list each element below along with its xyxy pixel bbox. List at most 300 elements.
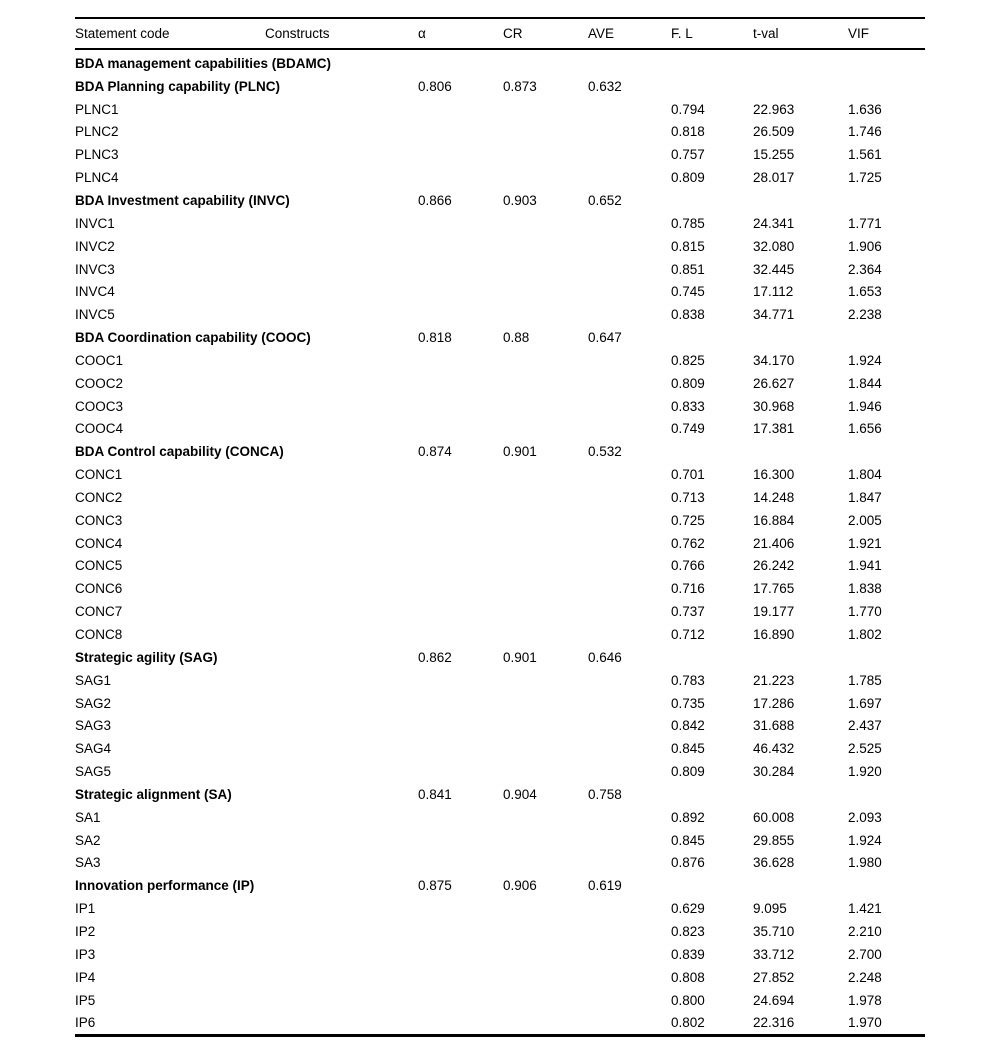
- cell-fl: 0.838: [671, 307, 705, 323]
- cell-tval: [753, 75, 848, 98]
- cell-cr: [503, 623, 588, 646]
- table-row: [75, 600, 925, 623]
- table-row: [75, 623, 925, 646]
- table-row: [75, 486, 925, 509]
- cell-code: CONC8: [75, 627, 123, 643]
- table-header: [75, 18, 925, 49]
- cell-code: PLNC3: [75, 147, 119, 163]
- cell-alpha: 0.841: [418, 786, 452, 802]
- cell-vif: 1.653: [848, 284, 882, 300]
- cell-fl: 0.833: [671, 398, 705, 414]
- cell-alpha: [418, 166, 503, 189]
- cell-construct: [265, 440, 418, 463]
- cell-ave: 0.532: [588, 444, 622, 460]
- cell-fl: 0.713: [671, 489, 705, 505]
- cell-tval: 22.316: [753, 1015, 795, 1031]
- cell-alpha: [418, 669, 503, 692]
- cell-ave: [588, 623, 671, 646]
- header-vif: VIF: [848, 18, 925, 49]
- cell-tval: 21.406: [753, 535, 795, 551]
- cell-tval: [753, 326, 848, 349]
- cell-fl: 0.737: [671, 604, 705, 620]
- cell-fl: 0.825: [671, 352, 705, 368]
- cell-alpha: [418, 806, 503, 829]
- table-row: [75, 463, 925, 486]
- cell-ave: [588, 555, 671, 578]
- cell-code: CONC5: [75, 558, 123, 574]
- cell-ave: [588, 1011, 671, 1035]
- cell-tval: 46.432: [753, 741, 795, 757]
- table-row: [75, 966, 925, 989]
- cell-ave: [588, 418, 671, 441]
- cell-ave: 0.632: [588, 78, 622, 94]
- cell-alpha: [418, 121, 503, 144]
- table-row: [75, 212, 925, 235]
- cell-code: IP1: [75, 901, 96, 917]
- cell-cr: [503, 280, 588, 303]
- cell-tval: [753, 189, 848, 212]
- table-row: [75, 75, 925, 98]
- cell-vif: 1.906: [848, 238, 882, 254]
- cell-construct: [265, 829, 418, 852]
- cell-alpha: [418, 852, 503, 875]
- cell-fl: 0.762: [671, 535, 705, 551]
- cell-ave: [588, 989, 671, 1012]
- cell-alpha: [418, 349, 503, 372]
- cell-code: CONC4: [75, 535, 123, 551]
- cell-ave: [588, 897, 671, 920]
- cell-cr: [503, 486, 588, 509]
- cell-ave: [588, 920, 671, 943]
- cell-tval: 21.223: [753, 672, 795, 688]
- cell-alpha: [418, 1011, 503, 1035]
- table-row: [75, 509, 925, 532]
- cell-vif: 1.970: [848, 1015, 882, 1031]
- cell-tval: 34.170: [753, 352, 795, 368]
- cell-vif: 1.844: [848, 375, 882, 391]
- cell-alpha: [418, 577, 503, 600]
- cell-alpha: 0.875: [418, 878, 452, 894]
- cell-cr: [503, 577, 588, 600]
- cell-vif: 2.210: [848, 923, 882, 939]
- cell-fl: 0.725: [671, 512, 705, 528]
- cell-cr: [503, 98, 588, 121]
- cell-ave: [588, 98, 671, 121]
- cell-ave: [588, 852, 671, 875]
- cell-alpha: [418, 714, 503, 737]
- cell-vif: 2.525: [848, 741, 882, 757]
- cell-alpha: [418, 943, 503, 966]
- cell-tval: 29.855: [753, 832, 795, 848]
- header-ave: AVE: [588, 18, 671, 49]
- cell-fl: 0.745: [671, 284, 705, 300]
- cell-vif: 1.946: [848, 398, 882, 414]
- cell-fl: [671, 783, 753, 806]
- cell-code: COOC1: [75, 352, 124, 368]
- cell-alpha: [418, 395, 503, 418]
- cell-code: SAG5: [75, 764, 112, 780]
- cell-construct: [265, 897, 418, 920]
- cell-ave: [588, 372, 671, 395]
- table-row: [75, 303, 925, 326]
- cell-ave: [588, 600, 671, 623]
- cell-cr: [503, 897, 588, 920]
- table-row: [75, 829, 925, 852]
- cell-ave: [588, 166, 671, 189]
- cell-fl: 0.892: [671, 809, 705, 825]
- cell-alpha: 0.806: [418, 78, 452, 94]
- cell-fl: 0.809: [671, 375, 705, 391]
- cell-construct: [265, 989, 418, 1012]
- cell-tval: 17.286: [753, 695, 795, 711]
- cell-vif: 1.785: [848, 672, 882, 688]
- cell-cr: [503, 212, 588, 235]
- cell-ave: [588, 303, 671, 326]
- cell-cr: [503, 966, 588, 989]
- header-row: [75, 18, 925, 49]
- cell-fl: [671, 49, 753, 75]
- cell-cr: [503, 532, 588, 555]
- cell-cr: [503, 1011, 588, 1035]
- cell-cr: [503, 143, 588, 166]
- cell-construct: [265, 737, 418, 760]
- cell-fl: [671, 874, 753, 897]
- header-statement-code: Statement code: [75, 18, 265, 49]
- cell-construct: [265, 874, 418, 897]
- cell-vif: [848, 189, 925, 212]
- cell-cr: 0.901: [503, 649, 537, 665]
- cell-alpha: [418, 920, 503, 943]
- cell-alpha: 0.862: [418, 649, 452, 665]
- cell-fl: 0.876: [671, 855, 705, 871]
- cell-code: BDA management capabilities (BDAMC): [75, 55, 332, 71]
- cell-code: CONC2: [75, 489, 123, 505]
- cell-alpha: 0.818: [418, 330, 452, 346]
- cell-ave: 0.758: [588, 786, 622, 802]
- header-alpha: α: [418, 18, 503, 49]
- cell-fl: 0.766: [671, 558, 705, 574]
- cell-fl: 0.785: [671, 215, 705, 231]
- cell-code: BDA Planning capability (PLNC): [75, 78, 281, 94]
- cell-cr: [503, 235, 588, 258]
- header-fl: F. L: [671, 18, 753, 49]
- cell-cr: [503, 509, 588, 532]
- cell-code: Strategic alignment (SA): [75, 786, 232, 802]
- cell-vif: 1.847: [848, 489, 882, 505]
- cell-vif: 1.421: [848, 901, 882, 917]
- cell-fl: 0.800: [671, 992, 705, 1008]
- cell-ave: [588, 806, 671, 829]
- cell-code: CONC7: [75, 604, 123, 620]
- cell-construct: [265, 463, 418, 486]
- cell-cr: [503, 303, 588, 326]
- table-row: [75, 258, 925, 281]
- cell-cr: [503, 121, 588, 144]
- cell-construct: [265, 143, 418, 166]
- table-row: [75, 1011, 925, 1035]
- cell-alpha: [418, 829, 503, 852]
- cell-vif: 1.636: [848, 101, 882, 117]
- cell-cr: [503, 806, 588, 829]
- cell-vif: 1.770: [848, 604, 882, 620]
- cell-alpha: [418, 623, 503, 646]
- cell-vif: [848, 874, 925, 897]
- cell-construct: [265, 669, 418, 692]
- cell-construct: [265, 98, 418, 121]
- cell-construct: [265, 280, 418, 303]
- cell-construct: [265, 395, 418, 418]
- cell-cr: [503, 258, 588, 281]
- cell-cr: [503, 829, 588, 852]
- cell-cr: [503, 943, 588, 966]
- cell-vif: 1.802: [848, 627, 882, 643]
- cell-construct: [265, 303, 418, 326]
- cell-cr: [503, 600, 588, 623]
- cell-construct: [265, 920, 418, 943]
- cell-code: BDA Investment capability (INVC): [75, 192, 290, 208]
- cell-tval: 26.509: [753, 124, 795, 140]
- cell-ave: [588, 532, 671, 555]
- cell-fl: 0.809: [671, 170, 705, 186]
- table-row: [75, 280, 925, 303]
- cell-cr: 0.901: [503, 444, 537, 460]
- cell-fl: 0.808: [671, 969, 705, 985]
- cell-ave: [588, 143, 671, 166]
- cell-ave: [588, 463, 671, 486]
- cell-cr: [503, 166, 588, 189]
- cell-code: IP5: [75, 992, 96, 1008]
- cell-tval: 19.177: [753, 604, 795, 620]
- cell-vif: 1.561: [848, 147, 882, 163]
- cell-ave: [588, 121, 671, 144]
- cell-code: INVC1: [75, 215, 115, 231]
- cell-ave: 0.647: [588, 330, 622, 346]
- cell-fl: 0.851: [671, 261, 705, 277]
- cell-fl: 0.845: [671, 832, 705, 848]
- cell-cr: [503, 760, 588, 783]
- cell-vif: 1.746: [848, 124, 882, 140]
- cell-construct: [265, 966, 418, 989]
- cell-fl: 0.757: [671, 147, 705, 163]
- cell-fl: 0.735: [671, 695, 705, 711]
- cell-tval: [753, 440, 848, 463]
- cell-code: INVC2: [75, 238, 115, 254]
- cell-code: IP6: [75, 1015, 96, 1031]
- cell-alpha: [418, 509, 503, 532]
- cell-tval: 26.627: [753, 375, 795, 391]
- cell-alpha: [418, 555, 503, 578]
- cell-fl: 0.839: [671, 946, 705, 962]
- table-row: [75, 806, 925, 829]
- cell-vif: 2.248: [848, 969, 882, 985]
- cell-cr: [503, 737, 588, 760]
- cell-vif: 1.941: [848, 558, 882, 574]
- cell-tval: 32.080: [753, 238, 795, 254]
- cell-tval: 26.242: [753, 558, 795, 574]
- cell-code: CONC6: [75, 581, 123, 597]
- table-row: [75, 189, 925, 212]
- cell-ave: [588, 737, 671, 760]
- cell-ave: [588, 212, 671, 235]
- cell-vif: 2.238: [848, 307, 882, 323]
- cell-fl: 0.815: [671, 238, 705, 254]
- cell-ave: [588, 395, 671, 418]
- cell-tval: 60.008: [753, 809, 795, 825]
- cell-construct: [265, 349, 418, 372]
- cell-construct: [265, 372, 418, 395]
- cell-ave: [588, 714, 671, 737]
- cell-vif: 1.924: [848, 352, 882, 368]
- cell-code: COOC2: [75, 375, 124, 391]
- table-row: [75, 143, 925, 166]
- cell-construct: [265, 258, 418, 281]
- cell-tval: 33.712: [753, 946, 795, 962]
- cell-cr: 0.873: [503, 78, 537, 94]
- cell-alpha: [418, 897, 503, 920]
- cell-fl: [671, 646, 753, 669]
- cell-ave: [588, 577, 671, 600]
- cell-code: IP4: [75, 969, 96, 985]
- cell-construct: [265, 600, 418, 623]
- cell-vif: [848, 783, 925, 806]
- cell-vif: 1.980: [848, 855, 882, 871]
- cell-ave: [588, 829, 671, 852]
- table-row: [75, 532, 925, 555]
- cell-tval: 30.968: [753, 398, 795, 414]
- cell-construct: [265, 783, 418, 806]
- cell-cr: 0.88: [503, 330, 530, 346]
- table-row: [75, 121, 925, 144]
- cell-code: SAG1: [75, 672, 112, 688]
- cell-fl: 0.845: [671, 741, 705, 757]
- cell-tval: 14.248: [753, 489, 795, 505]
- cell-tval: [753, 874, 848, 897]
- cell-construct: [265, 509, 418, 532]
- cell-alpha: [418, 235, 503, 258]
- cell-construct: [265, 623, 418, 646]
- table-row: [75, 98, 925, 121]
- cell-fl: [671, 75, 753, 98]
- cell-cr: 0.903: [503, 192, 537, 208]
- cell-code: Strategic agility (SAG): [75, 649, 218, 665]
- cell-tval: 16.300: [753, 467, 795, 483]
- cell-alpha: [418, 49, 503, 75]
- table-row: [75, 783, 925, 806]
- cell-cr: [503, 49, 588, 75]
- table-row: [75, 669, 925, 692]
- cell-ave: [588, 509, 671, 532]
- cell-code: SA1: [75, 809, 101, 825]
- table-row: [75, 166, 925, 189]
- table-row: [75, 714, 925, 737]
- header-constructs: Constructs: [265, 18, 418, 49]
- cell-code: Innovation performance (IP): [75, 878, 255, 894]
- cell-ave: [588, 49, 671, 75]
- cell-construct: [265, 852, 418, 875]
- cell-cr: [503, 372, 588, 395]
- table-row: [75, 692, 925, 715]
- cell-cr: [503, 714, 588, 737]
- cell-code: IP2: [75, 923, 96, 939]
- cell-vif: [848, 646, 925, 669]
- cell-vif: [848, 75, 925, 98]
- cell-fl: 0.749: [671, 421, 705, 437]
- cell-alpha: [418, 258, 503, 281]
- cell-fl: 0.794: [671, 101, 705, 117]
- cell-cr: [503, 555, 588, 578]
- cell-code: CONC3: [75, 512, 123, 528]
- cell-alpha: [418, 463, 503, 486]
- table-row: [75, 395, 925, 418]
- cell-ave: [588, 258, 671, 281]
- cell-code: COOC3: [75, 398, 124, 414]
- cell-cr: [503, 349, 588, 372]
- cell-vif: 1.978: [848, 992, 882, 1008]
- cell-cr: [503, 418, 588, 441]
- cell-tval: 36.628: [753, 855, 795, 871]
- cell-tval: 28.017: [753, 170, 795, 186]
- cell-fl: 0.701: [671, 467, 705, 483]
- cell-vif: [848, 440, 925, 463]
- cell-fl: 0.802: [671, 1015, 705, 1031]
- cell-tval: 16.890: [753, 627, 795, 643]
- cell-cr: [503, 989, 588, 1012]
- table-row: [75, 760, 925, 783]
- cell-ave: [588, 486, 671, 509]
- cell-construct: [265, 212, 418, 235]
- measurement-model-table: [75, 17, 925, 1037]
- cell-code: PLNC1: [75, 101, 119, 117]
- cell-code: SAG3: [75, 718, 112, 734]
- cell-tval: [753, 783, 848, 806]
- cell-tval: [753, 646, 848, 669]
- cell-construct: [265, 692, 418, 715]
- cell-code: BDA Control capability (CONCA): [75, 444, 284, 460]
- header-cr: CR: [503, 18, 588, 49]
- cell-cr: [503, 463, 588, 486]
- cell-code: BDA Coordination capability (COOC): [75, 330, 311, 346]
- cell-construct: [265, 943, 418, 966]
- cell-vif: 1.697: [848, 695, 882, 711]
- table-row: [75, 874, 925, 897]
- table-row: [75, 372, 925, 395]
- cell-code: INVC4: [75, 284, 115, 300]
- cell-tval: 15.255: [753, 147, 795, 163]
- table-row: [75, 852, 925, 875]
- cell-vif: [848, 326, 925, 349]
- cell-alpha: [418, 989, 503, 1012]
- table-row: [75, 920, 925, 943]
- cell-alpha: [418, 280, 503, 303]
- cell-tval: 30.284: [753, 764, 795, 780]
- cell-code: SAG2: [75, 695, 112, 711]
- cell-alpha: [418, 143, 503, 166]
- cell-code: PLNC4: [75, 170, 119, 186]
- cell-tval: 34.771: [753, 307, 795, 323]
- cell-construct: [265, 75, 418, 98]
- cell-construct: [265, 418, 418, 441]
- cell-alpha: [418, 600, 503, 623]
- cell-ave: [588, 943, 671, 966]
- cell-cr: [503, 692, 588, 715]
- cell-construct: [265, 486, 418, 509]
- cell-vif: 2.364: [848, 261, 882, 277]
- cell-tval: 17.381: [753, 421, 795, 437]
- table-row: [75, 326, 925, 349]
- cell-cr: [503, 920, 588, 943]
- cell-alpha: [418, 418, 503, 441]
- cell-alpha: [418, 212, 503, 235]
